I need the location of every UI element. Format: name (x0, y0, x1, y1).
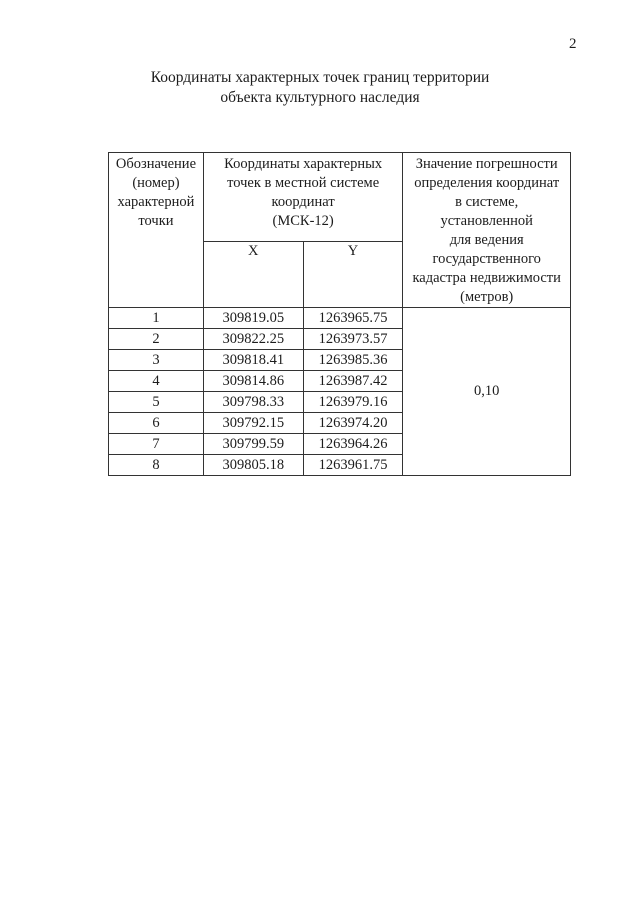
table-header-row (109, 153, 571, 242)
header-accuracy-line: государственного (432, 251, 541, 267)
header-coordinates (203, 153, 403, 242)
point-number: 3 (109, 350, 204, 371)
header-point-designation (109, 153, 204, 308)
point-number: 1 (109, 308, 204, 329)
header-accuracy-line: в системе, (455, 194, 519, 210)
document-title (0, 68, 640, 108)
coord-y: 1263965.75 (303, 308, 403, 329)
coord-x: 309798.33 (203, 392, 303, 413)
point-number: 8 (109, 455, 204, 476)
point-number: 4 (109, 371, 204, 392)
point-number: 7 (109, 434, 204, 455)
header-accuracy-line: установленной (440, 213, 533, 229)
coord-x: 309818.41 (203, 350, 303, 371)
coord-y: 1263973.57 (303, 329, 403, 350)
coord-x: 309822.25 (203, 329, 303, 350)
header-coords-line: (МСК-12) (272, 213, 334, 229)
header-accuracy-line: (метров) (460, 289, 514, 305)
header-point-line: точки (138, 213, 174, 229)
header-accuracy-line: Значение погрешности (415, 156, 558, 172)
coord-y: 1263979.16 (303, 392, 403, 413)
coord-y: 1263985.36 (303, 350, 403, 371)
coord-y: 1263987.42 (303, 371, 403, 392)
header-x: X (203, 242, 303, 308)
header-y: Y (303, 242, 403, 308)
coord-x: 309819.05 (203, 308, 303, 329)
header-point-line: Обозначение (115, 156, 197, 172)
coord-y: 1263961.75 (303, 455, 403, 476)
header-accuracy (403, 153, 571, 308)
title-line-1: Координаты характерных точек границ территории (150, 69, 490, 86)
header-coords-line: Координаты характерных (224, 156, 383, 172)
coord-x: 309805.18 (203, 455, 303, 476)
title-line-2: объекта культурного наследия (220, 89, 420, 106)
point-number: 5 (109, 392, 204, 413)
header-coords-line: точек в местной системе (227, 175, 380, 191)
coord-y: 1263974.20 (303, 413, 403, 434)
header-accuracy-line: для ведения (449, 232, 524, 248)
point-number: 2 (109, 329, 204, 350)
coord-x: 309799.59 (203, 434, 303, 455)
header-accuracy-line: кадастра недвижимости (412, 270, 561, 286)
accuracy-value: 0,10 (403, 308, 571, 476)
header-point-line: (номер) (132, 175, 180, 191)
header-coords-line: координат (271, 194, 335, 210)
point-number: 6 (109, 413, 204, 434)
coordinates-table (108, 152, 571, 476)
header-point-line: характерной (117, 194, 195, 210)
header-accuracy-line: определения координат (414, 175, 560, 191)
page-number: 2 (569, 36, 577, 52)
coord-y: 1263964.26 (303, 434, 403, 455)
table-row (109, 308, 571, 329)
coord-x: 309814.86 (203, 371, 303, 392)
coord-x: 309792.15 (203, 413, 303, 434)
